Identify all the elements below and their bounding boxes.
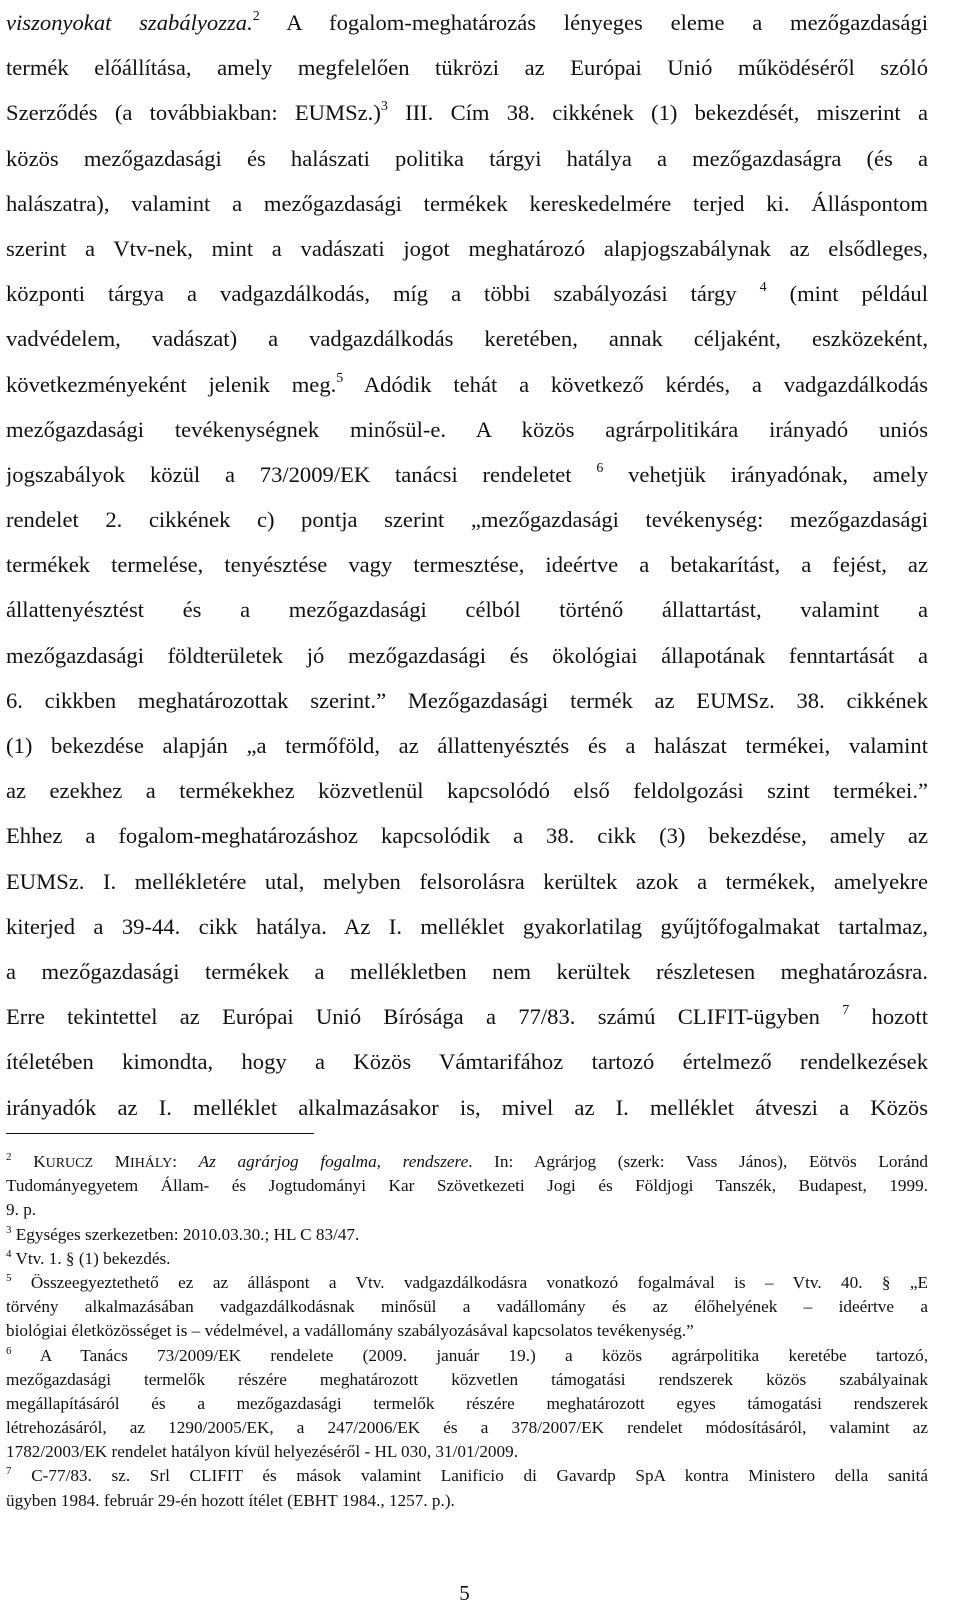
- text-run: 1782/2003/EK rendelet hatályon kívül helyezéséről - HL 030, 31/01/2009.: [6, 1442, 519, 1462]
- small-caps-text: URUCZ: [45, 1156, 94, 1171]
- footnote-line: [6, 1271, 928, 1295]
- text-run: K: [33, 1152, 46, 1171]
- text-run: mezőgazdasági földterületek jó mezőgazdasági és ökológiai állapotának fenntartását a: [6, 642, 928, 668]
- text-run: Egységes szerkezetben: 2010.03.30.; HL C 83/47.: [11, 1224, 360, 1244]
- paragraph-line: [6, 1085, 928, 1130]
- text-run: mezőgazdasági tevékenységnek minősül-e. A közös agrárpolitikára irányadó uniós: [6, 416, 928, 442]
- body-text: [6, 0, 928, 1130]
- text-run: Szerződés (a továbbiakban: EUMSz.): [6, 100, 381, 126]
- footnote-line: [6, 1464, 928, 1488]
- text-run: Vtv. 1. § (1) bekezdés.: [11, 1248, 171, 1268]
- text-run: vadvédelem, vadászat) a vadgazdálkodás keretében, annak céljaként, eszközeként,: [6, 326, 928, 352]
- paragraph-line: [6, 136, 928, 181]
- paragraph-line: [6, 542, 928, 587]
- text-run: kiterjed a 39-44. cikk hatálya. Az I. melléklet gyakorlatilag gyűjtőfogalmakat tartalmaz,: [6, 913, 928, 939]
- footnote-marker: 6: [596, 460, 604, 476]
- footnote-marker: 3: [380, 99, 388, 115]
- text-run: A Tanács 73/2009/EK rendelete (2009. január 19.) a közös agrárpolitika keretébe tartozó,: [11, 1345, 928, 1365]
- text-run: halászatra), valamint a mezőgazdasági termékek kereskedelmére terjed ki. Álláspontom: [6, 190, 928, 216]
- footnotes: [6, 1150, 928, 1513]
- text-run: (1) bekezdése alapján „a termőföld, az állattenyésztés és a halászat termékei, valamint: [6, 733, 928, 758]
- paragraph-line: [6, 904, 928, 949]
- footnote-line: [6, 1368, 928, 1392]
- text-run: következményeként jelenik meg.: [6, 371, 337, 397]
- page-number: 5: [459, 1581, 470, 1605]
- paragraph-line: [6, 316, 928, 361]
- text-run: Adódik tehát a következő kérdés, a vadgazdálkodás: [343, 371, 928, 397]
- text-run: 6. cikkben meghatározottak szerint.” Mezőgazdasági termék az EUMSz. 38. cikkének: [6, 687, 928, 713]
- footnote-line: [6, 1416, 928, 1440]
- footnote-line: [6, 1440, 928, 1464]
- italic-text: viszonyokat szabályozza.: [6, 10, 253, 35]
- footnote-line: [6, 1392, 928, 1416]
- text-run: állattenyésztést és a mezőgazdasági célból történő állattartást, valamint a: [6, 597, 928, 623]
- paragraph-line: [6, 587, 928, 632]
- footnote-line: [6, 1198, 928, 1222]
- paragraph-line: [6, 949, 928, 994]
- text-run: jogszabályok közül a 73/2009/EK tanácsi rendeletet: [6, 461, 597, 487]
- text-run: . In: Agrárjog (szerk: Vass János), Eötvös Loránd: [468, 1152, 928, 1171]
- text-run: törvény alkalmazásában vadgazdálkodásnak minősül a vadállomány és az élőhelyének – ideértve a: [6, 1297, 928, 1317]
- text-run: létrehozásáról, az 1290/2005/EK, a 247/2006/EK és a 378/2007/EK rendelet módosításáról, valamint az: [6, 1418, 928, 1438]
- footnote-marker: 3: [6, 1223, 12, 1236]
- footnote-line: [6, 1150, 928, 1174]
- paragraph-line: [6, 452, 928, 497]
- text-run: szerint a Vtv-nek, mint a vadászati jogot meghatározó alapjogszabálynak az elsődleges,: [6, 235, 928, 261]
- footnote-marker: 2: [6, 1151, 12, 1163]
- text-run: 9. p.: [6, 1200, 37, 1220]
- paragraph-line: [6, 497, 928, 542]
- paragraph-line: [6, 859, 928, 904]
- paragraph-line: [6, 0, 928, 45]
- footnote-marker: 5: [6, 1271, 12, 1284]
- paragraph-line: [6, 723, 928, 768]
- text-run: közös mezőgazdasági és halászati politika tárgyi hatálya a mezőgazdaságra (és a: [6, 145, 928, 171]
- text-run: M: [93, 1152, 131, 1171]
- footnote-line: [6, 1295, 928, 1319]
- text-run: irányadók az I. melléklet alkalmazásakor is, mivel az I. melléklet átveszi a Közös: [6, 1094, 928, 1120]
- footnote-line: [6, 1344, 928, 1368]
- footnote-marker: 4: [759, 280, 767, 296]
- text-run: központi tárgya a vadgazdálkodás, míg a többi szabályozási tárgy: [6, 281, 760, 307]
- text-run: hozott: [849, 1004, 928, 1030]
- text-run: a mezőgazdasági termékek a mellékletben nem kerültek részletesen meghatározásra.: [6, 958, 928, 984]
- footnote-marker: 7: [842, 1003, 850, 1019]
- text-run: A fogalom-meghatározás lényeges eleme a mezőgazdasági: [259, 10, 928, 35]
- text-run: termék előállítása, amely megfelelően tükrözi az Európai Unió működéséről szóló: [6, 55, 928, 81]
- text-run: (mint például: [766, 281, 928, 307]
- text-run: EUMSz. I. mellékletére utal, melyben felsorolásra kerültek azok a termékek, amelyekre: [6, 868, 928, 894]
- footnote-marker: 2: [252, 9, 260, 24]
- footnote-line: [6, 1489, 928, 1513]
- paragraph-line: [6, 1039, 928, 1084]
- paragraph-line: [6, 271, 928, 316]
- text-run: Ehhez a fogalom-meghatározáshoz kapcsolódik a 38. cikk (3) bekezdése, amely az: [6, 823, 928, 849]
- text-run: :: [172, 1152, 199, 1171]
- text-run: ítéletében kimondta, hogy a Közös Vámtarifához tartozó értelmező rendelkezések: [6, 1049, 928, 1075]
- footnote-line: [6, 1247, 928, 1271]
- text-run: C-77/83. sz. Srl CLIFIT és mások valamint Lanificio di Gavardp SpA kontra Ministero della sanitá: [11, 1466, 928, 1486]
- footnote-marker: 5: [336, 370, 344, 386]
- paragraph-line: [6, 633, 928, 678]
- footnote-marker: 7: [6, 1465, 12, 1478]
- text-run: vehetjük irányadónak, amely: [603, 461, 928, 487]
- paragraph-line: [6, 768, 928, 813]
- footnote-marker: 4: [6, 1247, 12, 1260]
- text-run: [12, 1152, 34, 1171]
- text-run: rendelet 2. cikkének c) pontja szerint „mezőgazdasági tevékenység: mezőgazdasági: [6, 507, 928, 533]
- text-run: termékek termelése, tenyésztése vagy termesztése, ideértve a betakarítást, a fejést, az: [6, 552, 928, 578]
- paragraph-line: [6, 813, 928, 858]
- text-run: III. Cím 38. cikkének (1) bekezdését, miszerint a: [387, 100, 928, 126]
- paragraph-line: [6, 362, 928, 407]
- text-run: megállapításáról és a mezőgazdasági termelők részére meghatározott egyes támogatási rendszerek: [6, 1393, 928, 1413]
- paragraph-line: [6, 407, 928, 452]
- paragraph-line: [6, 181, 928, 226]
- text-run: az ezekhez a termékekhez közvetlenül kapcsolódó első feldolgozási szint termékei.”: [6, 778, 928, 804]
- text-run: mezőgazdasági termelők részére meghatározott közvetlen támogatási rendszerek közös szabályainak: [6, 1369, 928, 1389]
- italic-text: Az agrárjog fogalma, rendszere: [198, 1152, 469, 1171]
- footnote-line: [6, 1223, 928, 1247]
- footnote-marker: 6: [6, 1344, 12, 1357]
- footnote-line: [6, 1319, 928, 1343]
- text-run: Tudományegyetem Állam- és Jogtudományi Kar Szövetkezeti Jogi és Földjogi Tanszék, Budapest, 1999.: [6, 1176, 928, 1196]
- footnote-separator: [6, 1133, 314, 1134]
- text-run: biológiai életközösséget is – védelmével, a vadállomány szabályozásával kapcsolatos tevékenység.”: [6, 1321, 694, 1341]
- paragraph-line: [6, 90, 928, 135]
- paragraph-line: [6, 994, 928, 1039]
- text-run: Összeegyeztethető ez az álláspont a Vtv. vadgazdálkodásra vonatkozó fogalmával is – Vtv. 40. § „E: [11, 1272, 928, 1292]
- text-run: ügyben 1984. február 29-én hozott ítélet (EBHT 1984., 1257. p.).: [6, 1490, 455, 1510]
- paragraph-line: [6, 226, 928, 271]
- paragraph-line: [6, 678, 928, 723]
- paragraph-line: [6, 45, 928, 90]
- text-run: Erre tekintettel az Európai Unió Bírósága a 77/83. számú CLIFIT-ügyben: [6, 1004, 843, 1030]
- small-caps-text: IHÁLY: [130, 1156, 173, 1171]
- footnote-line: [6, 1174, 928, 1198]
